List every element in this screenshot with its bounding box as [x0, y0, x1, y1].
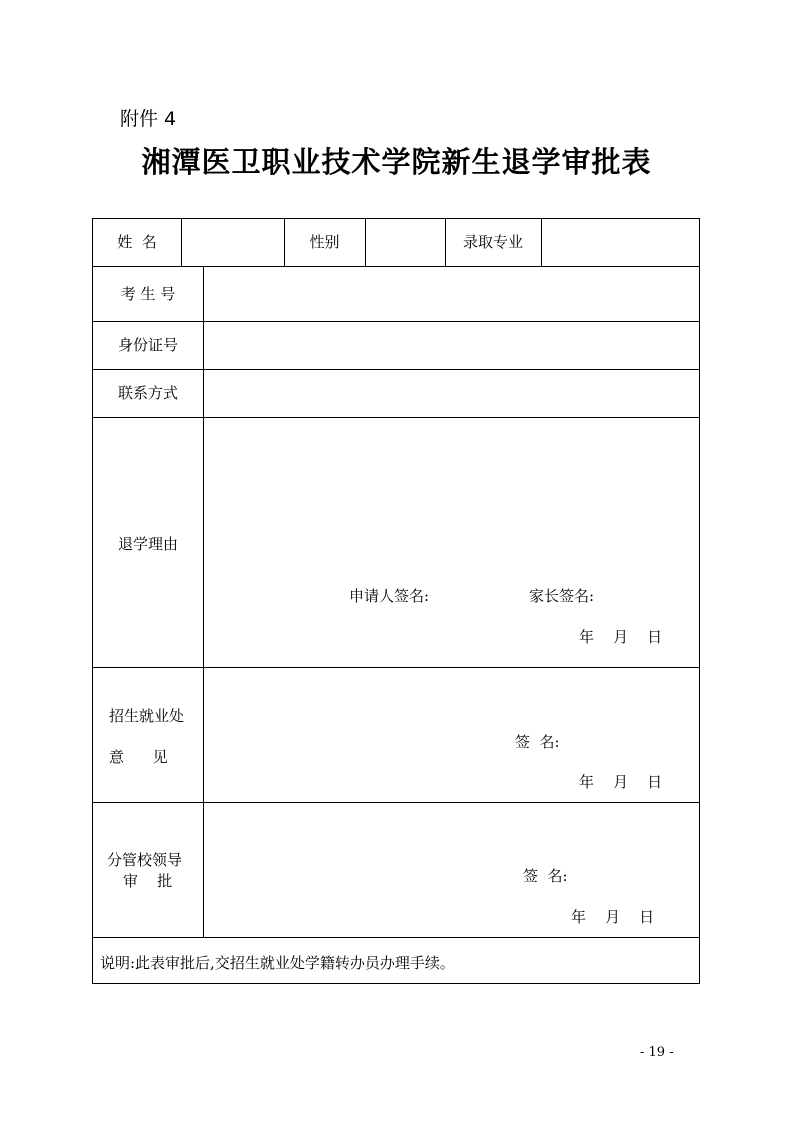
id-number-field[interactable] [204, 322, 699, 369]
admissions-office-label: 招生就业处 [109, 707, 185, 725]
attachment-label: 附件 4 [120, 108, 177, 130]
leader-signature-label: 签 名: [523, 867, 568, 885]
gender-field[interactable] [366, 219, 445, 266]
name-label: 姓 名 [117, 233, 157, 251]
applicant-signature-label: 申请人签名: [349, 587, 430, 605]
major-label: 录取专业 [462, 233, 523, 251]
gender-label: 性别 [309, 233, 340, 251]
admissions-date: 年 月 日 [579, 773, 663, 791]
contact-field[interactable] [204, 370, 699, 417]
exam-number-field[interactable] [204, 267, 699, 321]
exam-number-label: 考 生 号 [120, 285, 176, 303]
major-field[interactable] [542, 219, 699, 266]
leader-date: 年 月 日 [571, 908, 655, 926]
opinion-label: 意 见 [109, 748, 168, 766]
reason-date: 年 月 日 [579, 628, 663, 646]
form-note: 说明:此表审批后,交招生就业处学籍转办员办理手续。 [100, 954, 455, 972]
form-title: 湘潭医卫职业技术学院新生退学审批表 [141, 145, 652, 179]
withdrawal-approval-form [92, 218, 700, 984]
approval-label: 审 批 [123, 872, 173, 890]
page-number: - 19 - [640, 1045, 674, 1060]
contact-label: 联系方式 [117, 384, 178, 402]
name-field[interactable] [182, 219, 284, 266]
admissions-signature-label: 签 名: [515, 733, 560, 751]
withdrawal-reason-label: 退学理由 [117, 535, 178, 553]
school-leader-label: 分管校领导 [107, 851, 183, 869]
parent-signature-label: 家长签名: [529, 587, 595, 605]
row-divider [93, 937, 699, 938]
id-number-label: 身份证号 [117, 336, 178, 354]
